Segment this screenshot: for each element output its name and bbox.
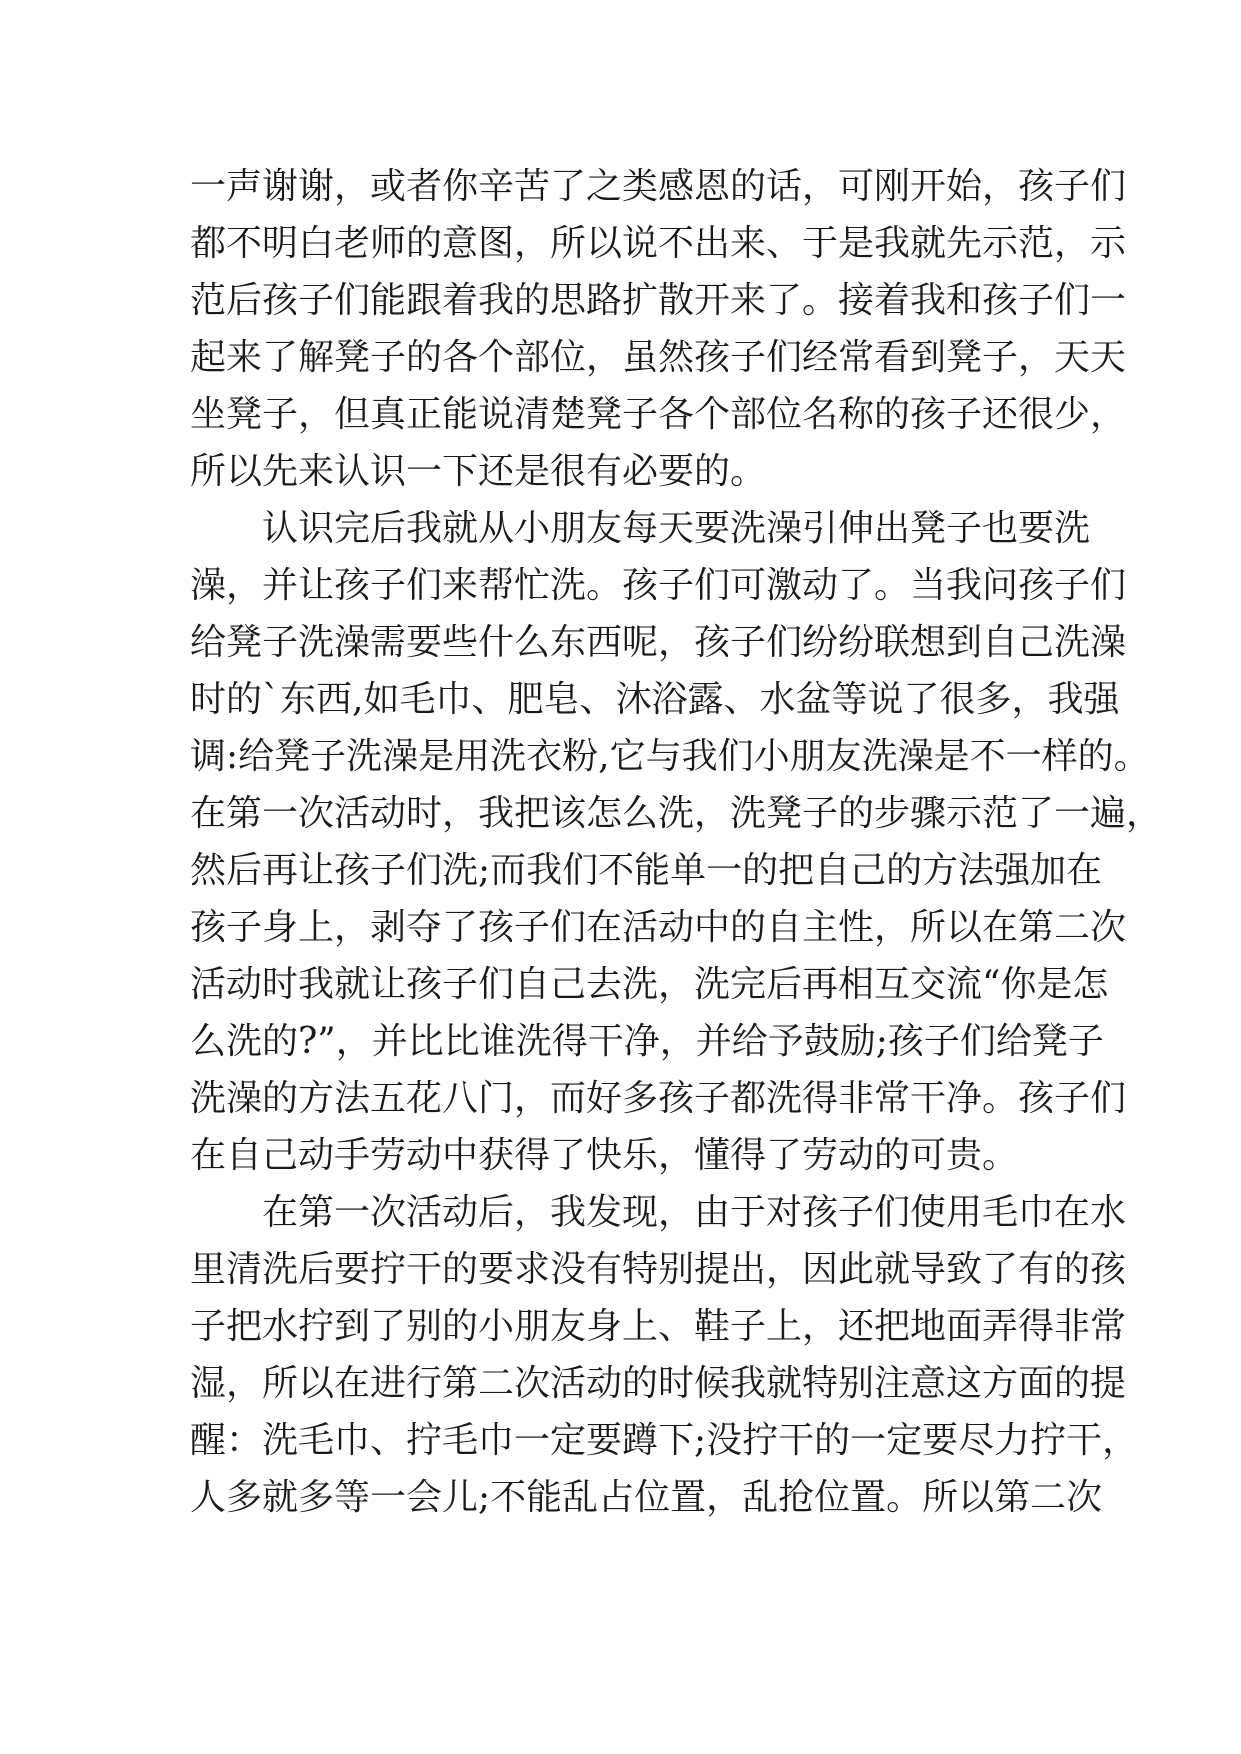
text-line: 调:给凳子洗澡是用洗衣粉,它与我们小朋友洗澡是不一样的。 bbox=[190, 736, 1150, 777]
text-line: 范后孩子们能跟着我的思路扩散开来了。接着我和孩子们一 bbox=[190, 280, 1127, 321]
text-line: 认识完后我就从小朋友每天要洗澡引伸出凳子也要洗 bbox=[262, 508, 1091, 549]
text-line: 孩子身上，剥夺了孩子们在活动中的自主性，所以在第二次 bbox=[190, 907, 1127, 948]
text-line: 湿，所以在进行第二次活动的时候我就特别注意这方面的提 bbox=[190, 1363, 1127, 1404]
text-line: 子把水拧到了别的小朋友身上、鞋子上，还把地面弄得非常 bbox=[190, 1306, 1127, 1347]
text-line: 在第一次活动后，我发现，由于对孩子们使用毛巾在水 bbox=[262, 1192, 1127, 1233]
text-line: 洗澡的方法五花八门，而好多孩子都洗得非常干净。孩子们 bbox=[190, 1078, 1127, 1119]
text-line: 时的`东西,如毛巾、肥皂、沐浴露、水盆等说了很多，我强 bbox=[190, 679, 1120, 720]
body-text bbox=[190, 158, 1163, 1526]
text-line: 澡，并让孩子们来帮忙洗。孩子们可激动了。当我问孩子们 bbox=[190, 565, 1127, 606]
text-line: 么洗的?”，并比比谁洗得干净，并给予鼓励;孩子们给凳子 bbox=[190, 1021, 1104, 1062]
text-line: 所以先来认识一下还是很有必要的。 bbox=[190, 451, 767, 492]
text-line: 然后再让孩子们洗;而我们不能单一的把自己的方法强加在 bbox=[190, 850, 1103, 891]
text-line: 起来了解凳子的各个部位，虽然孩子们经常看到凳子，天天 bbox=[190, 337, 1127, 378]
text-line: 给凳子洗澡需要些什么东西呢，孩子们纷纷联想到自己洗澡 bbox=[190, 622, 1127, 663]
text-line: 都不明白老师的意图，所以说不出来、于是我就先示范，示 bbox=[190, 223, 1127, 264]
text-line: 坐凳子，但真正能说清楚凳子各个部位名称的孩子还很少， bbox=[190, 394, 1127, 435]
text-line: 活动时我就让孩子们自己去洗，洗完后再相互交流“你是怎 bbox=[190, 964, 1109, 1005]
text-line: 一声谢谢，或者你辛苦了之类感恩的话，可刚开始，孩子们 bbox=[190, 166, 1127, 207]
text-line: 人多就多等一会儿;不能乱占位置，乱抢位置。所以第二次 bbox=[190, 1477, 1103, 1518]
text-line: 在第一次活动时，我把该怎么洗，洗凳子的步骤示范了一遍， bbox=[190, 793, 1163, 834]
text-line: 在自己动手劳动中获得了快乐，懂得了劳动的可贵。 bbox=[190, 1135, 1019, 1176]
text-line: 醒：洗毛巾、拧毛巾一定要蹲下;没拧干的一定要尽力拧干， bbox=[190, 1420, 1139, 1461]
text-line: 里清洗后要拧干的要求没有特别提出，因此就导致了有的孩 bbox=[190, 1249, 1127, 1290]
